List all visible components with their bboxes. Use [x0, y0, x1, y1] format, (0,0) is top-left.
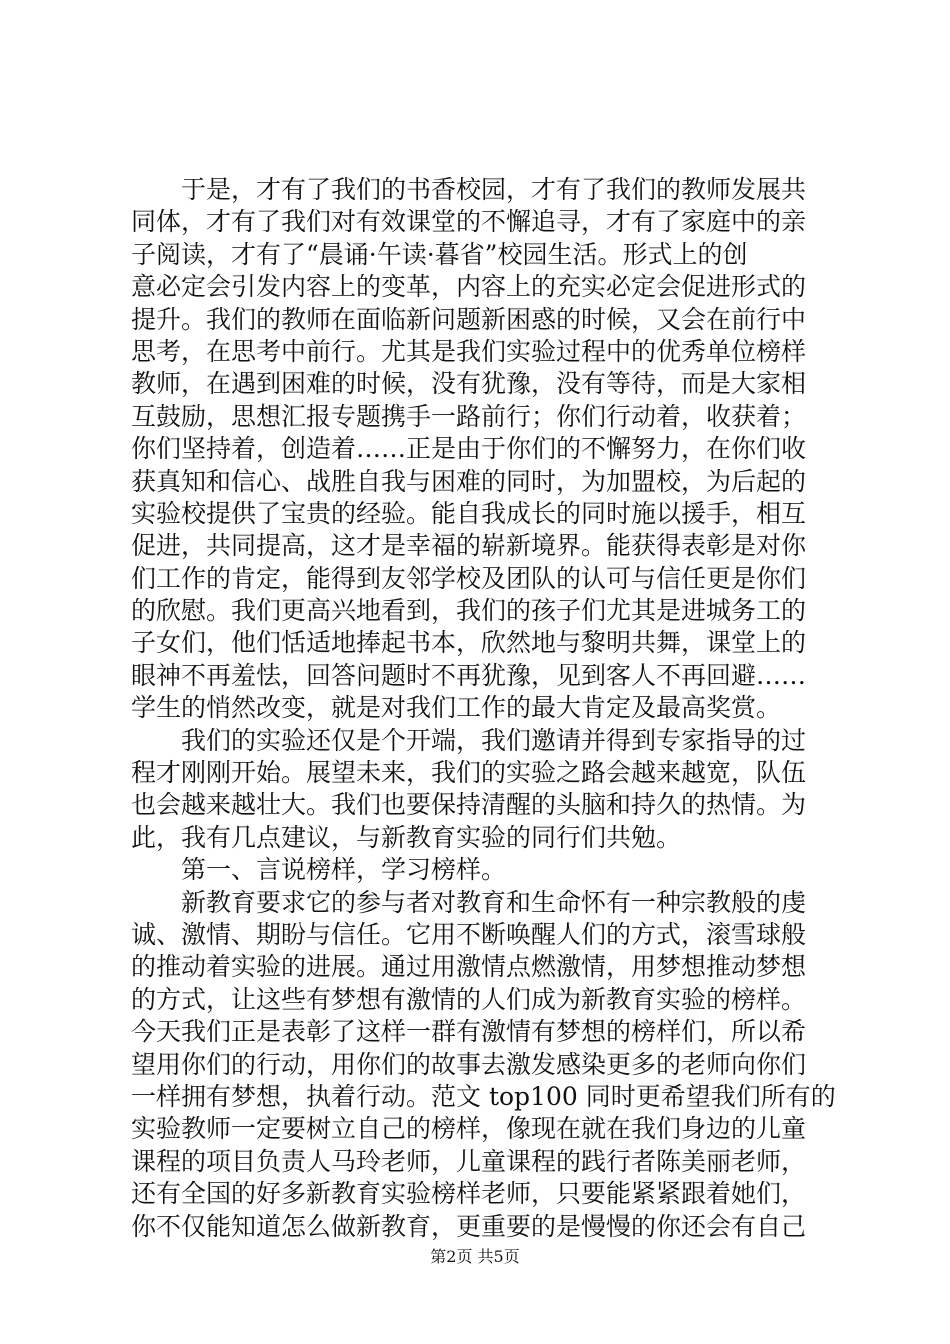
text-line: 你不仅能知道怎么做新教育，更重要的是慢慢的你还会有自己 [131, 1211, 807, 1241]
text-line: 学生的悄然改变，就是对我们工作的最大肯定及最高奖赏。 [131, 693, 782, 723]
text-line: 获真知和信心、战胜自我与困难的同时，为加盟校，为后起的 [131, 466, 807, 496]
text-line: 思考，在思考中前行。尤其是我们实验过程中的优秀单位榜样 [131, 336, 807, 366]
text-line: 的欣慰。我们更高兴地看到，我们的孩子们尤其是进城务工的 [131, 596, 807, 626]
text-line: 们工作的肯定，能得到友邻学校及团队的认可与信任更是你们 [131, 563, 807, 593]
text-line: 于是，才有了我们的书香校园，才有了我们的教师发展共 [181, 175, 807, 204]
page-footer: 第2页 共5页 [430, 1247, 520, 1266]
text-line: 今天我们正是表彰了这样一群有激情有梦想的榜样们，所以希 [131, 1017, 807, 1047]
text-line: 子阅读，才有了“晨诵·午读·暮省”校园生活。形式上的创 [131, 239, 748, 269]
text-line: 此，我有几点建议，与新教育实验的同行们共勉。 [131, 822, 682, 852]
text-line: 课程的项目负责人马玲老师，儿童课程的践行者陈美丽老师， [131, 1146, 807, 1176]
text-line: 意必定会引发内容上的变革，内容上的充实必定会促进形式的 [131, 272, 807, 302]
text-line: 子女们，他们恬适地捧起书本，欣然地与黎明共舞，课堂上的 [131, 628, 807, 658]
text-line: 望用你们的行动，用你们的故事去激发感染更多的老师向你们 [131, 1049, 807, 1079]
text-line: 实验教师一定要树立自己的榜样，像现在就在我们身边的儿童 [131, 1114, 807, 1144]
text-line: 眼神不再羞怯，回答问题时不再犹豫，见到客人不再回避…… [131, 660, 807, 690]
text-line: 互鼓励，思想汇报专题携手一路前行；你们行动着，收获着； [131, 401, 807, 431]
text-line: 的方式，让这些有梦想有激情的人们成为新教育实验的榜样。 [131, 984, 807, 1014]
text-line: 同体，才有了我们对有效课堂的不懈追寻，才有了家庭中的亲 [131, 207, 807, 237]
text-line: 诚、激情、期盼与信任。它用不断唤醒人们的方式，滚雪球般 [131, 919, 807, 949]
text-line: 一样拥有梦想，执着行动。范文 top100 同时更希望我们所有的 [131, 1081, 836, 1111]
body-text [131, 174, 836, 1243]
text-line: 提升。我们的教师在面临新问题新困惑的时候，又会在前行中 [131, 304, 807, 334]
text-line: 你们坚持着，创造着……正是由于你们的不懈努力，在你们收 [131, 434, 807, 464]
section-heading [131, 854, 831, 886]
paragraph-2 [131, 725, 831, 855]
text-line: 教师，在遇到困难的时候，没有犹豫，没有等待，而是大家相 [131, 369, 807, 399]
text-line: 新教育要求它的参与者对教育和生命怀有一种宗教般的虔 [181, 887, 807, 917]
paragraph-3 [131, 887, 836, 1243]
text-line: 也会越来越壮大。我们也要保持清醒的头脑和持久的热情。为 [131, 790, 807, 820]
text-line: 我们的实验还仅是个开端，我们邀请并得到专家指导的过 [181, 725, 807, 755]
paragraph-1 [131, 174, 831, 725]
text-line: 实验校提供了宝贵的经验。能自我成长的同时施以援手，相互 [131, 498, 807, 528]
text-line: 促进，共同提高，这才是幸福的崭新境界。能获得表彰是对你 [131, 531, 807, 561]
text-line: 还有全国的好多新教育实验榜样老师，只要能紧紧跟着她们， [131, 1179, 807, 1209]
text-line: 第一、言说榜样，学习榜样。 [181, 855, 507, 885]
text-line: 的推动着实验的进展。通过用激情点燃激情，用梦想推动梦想 [131, 952, 807, 982]
text-line: 程才刚刚开始。展望未来，我们的实验之路会越来越宽，队伍 [131, 758, 807, 788]
